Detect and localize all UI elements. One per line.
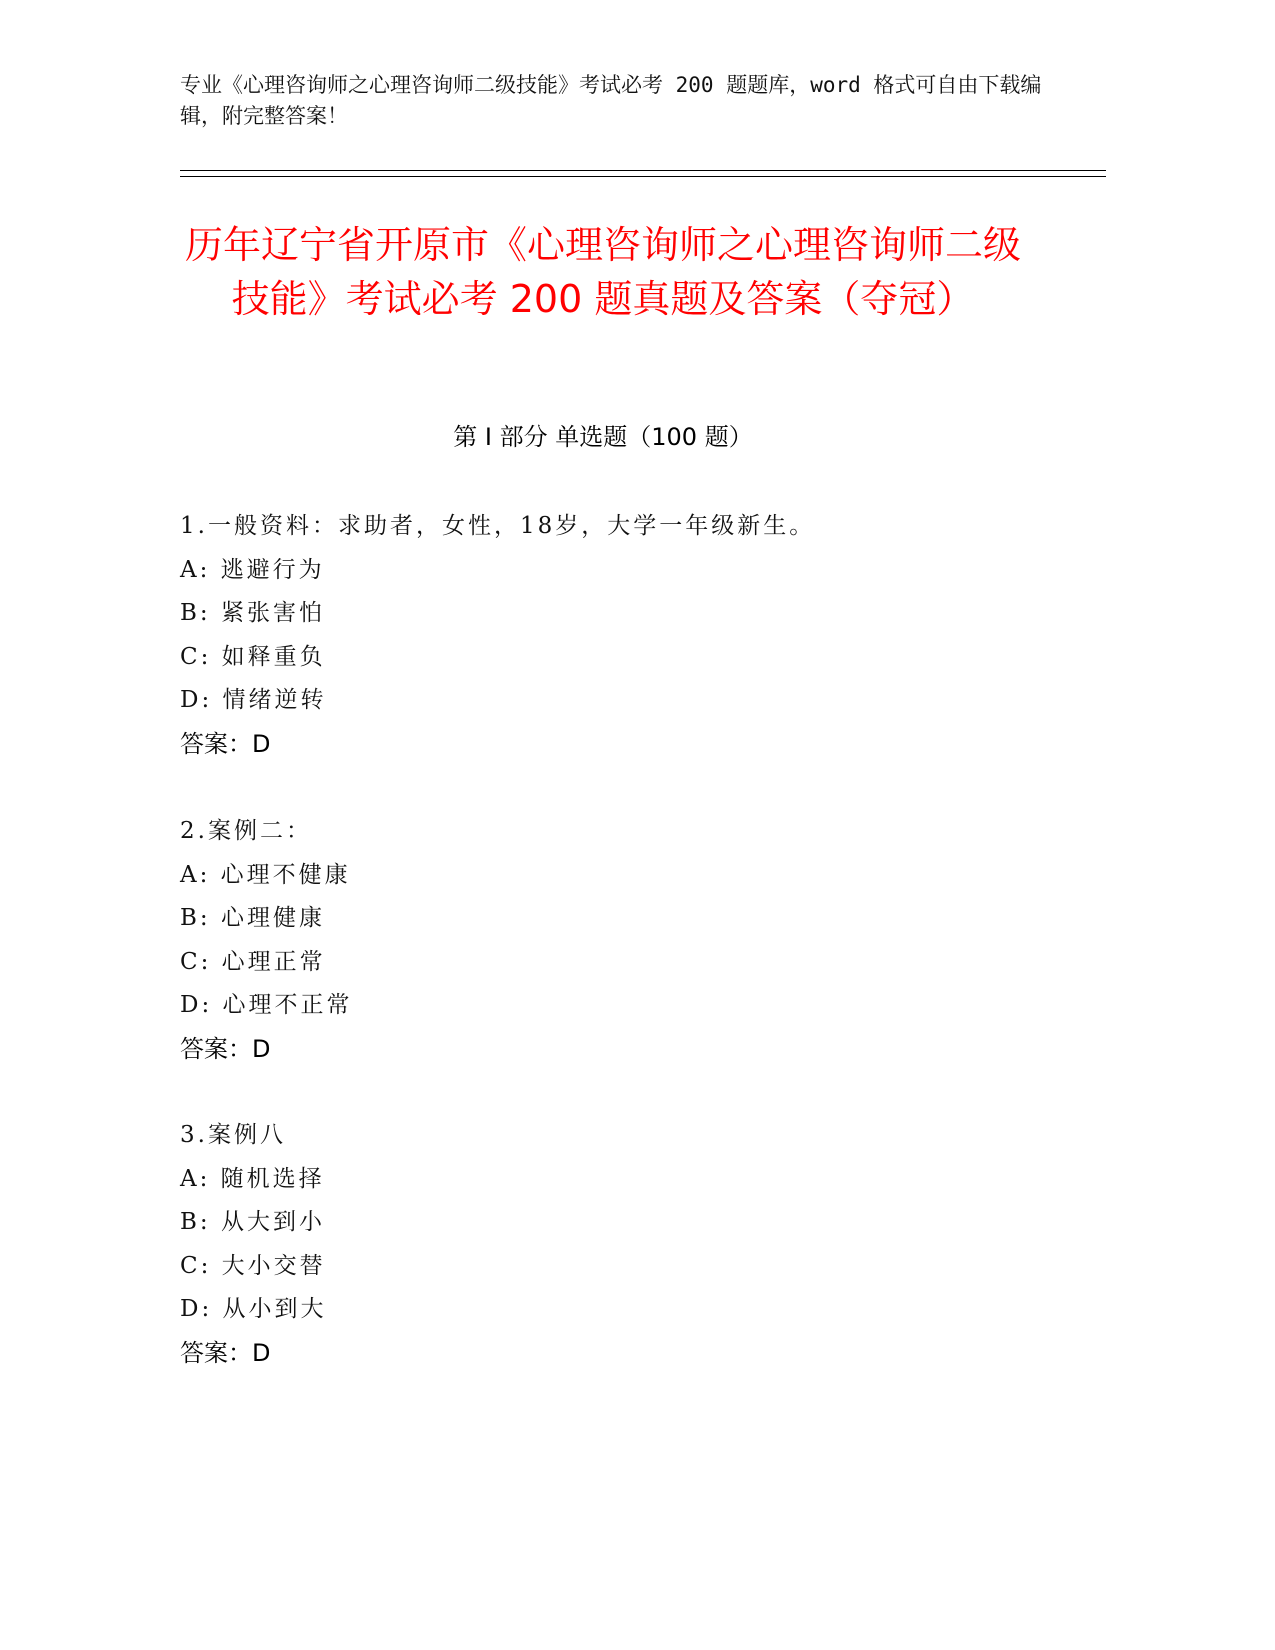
header-note: 专业《心理咨询师之心理咨询师二级技能》考试必考 200 题题库，word 格式可自由下载编辑，附完整答案！ [180,73,1042,128]
option-d: D: 从小到大 [180,1296,327,1322]
option-b: B: 心理健康 [180,905,325,931]
document-title: 历年辽宁省开原市《心理咨询师之心理咨询师二级技能》考试必考 200 题真题及答案（夺冠） [184,223,1021,321]
option-b: B: 从大到小 [180,1209,325,1235]
option-c: C: 心理正常 [180,948,326,975]
header-divider-top [180,170,1106,171]
option-c: C: 如释重负 [180,643,326,670]
answer-line: 答案：D [180,1338,271,1367]
answer-line: 答案：D [180,1034,271,1063]
option-b: B: 紧张害怕 [180,600,325,626]
question-1 [180,505,1026,766]
option-c: C: 大小交替 [180,1252,326,1279]
option-d: D: 心理不正常 [180,992,353,1018]
option-a: A: 逃避行为 [180,556,325,583]
option-d: D: 情绪逆转 [180,687,327,713]
option-a: A: 随机选择 [180,1165,325,1192]
question-stem: 2.案例二： [180,818,312,844]
question-2 [180,810,1026,1071]
option-a: A: 心理不健康 [180,861,351,888]
question-stem: 3.案例八 [180,1122,286,1148]
header-divider-bottom [180,176,1106,177]
answer-line: 答案：D [180,729,271,758]
question-stem: 1.一般资料：求助者，女性，18岁，大学一年级新生。 [180,513,816,539]
question-3 [180,1114,1026,1375]
section-heading: 第 I 部分 单选题（100 题） [453,423,753,451]
